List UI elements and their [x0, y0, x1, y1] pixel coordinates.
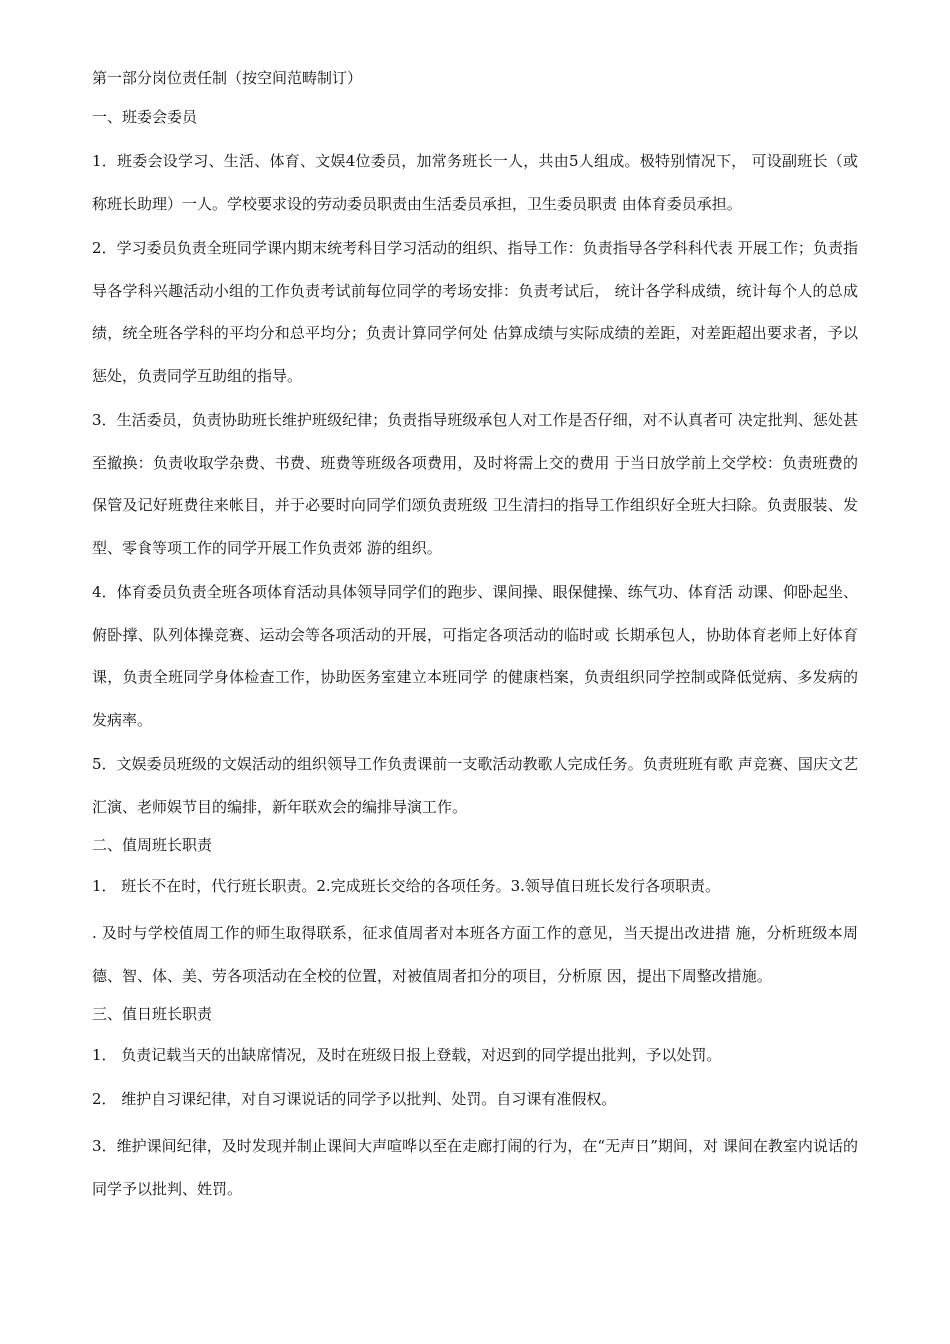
daily-duty-item-2: 2． 维护自习课纪律，对自习课说话的同学予以批判、处罚。自习课有准假权。: [92, 1090, 617, 1108]
document-body: [92, 62, 858, 1212]
paragraph-item-1: 1．班委会设学习、生活、体育、文娱4位委员，加常务班长一人，共由5人组成。极特别情况下， 可设副班长（或称班长助理）一人。学校要求设的劳动委员职责由生活委员承担，卫生委员职责 由体育委员承担。: [92, 152, 858, 213]
paragraph-item-5: 5．文娱委员班级的文娱活动的组织领导工作负责课前一支歌活动教歌人完成任务。负责班班有歌 声竞赛、国庆文艺汇演、老师娱节目的编排，新年联欢会的编排导演工作。: [92, 755, 858, 816]
section-heading-class-committee: 一、班委会委员: [92, 108, 198, 126]
paragraph-item-4: 4．体育委员负责全班各项体育活动具体领导同学们的跑步、课间操、眼保健操、练气功、体育活 动课、仰卧起坐、俯卧撑、队列体操竞赛、运动会等各项活动的开展，可指定各项活动的临时或 长期承包人，协助体育老师上好体育课，负责全班同学身体检查工作，协助医务室建立本班同学 的健康档案，负责组织同学控制或降低觉病、多发病的发病率。: [92, 583, 858, 729]
daily-duty-item-3: 3．维护课间纪律，及时发现并制止课间大声喧哗以至在走廊打闹的行为，在“无声日”期间，对 课间在教室内说话的同学予以批判、姓罚。: [92, 1137, 858, 1198]
daily-duty-item-1: 1． 负责记载当天的出缺席情况，及时在班级日报上登载，对迟到的同学提出批判，予以处罚。: [92, 1046, 722, 1064]
weekly-duties-paragraph: . 及时与学校值周工作的师生取得联系，征求值周者对本班各方面工作的意见，当天提出改进措 施，分析班级本周德、智、体、美、劳各项活动在全校的位置，对被值周者扣分的项目，分析原 因，提出下周整改措施。: [92, 924, 858, 985]
paragraph-item-2: 2．学习委员负责全班同学课内期末统考科目学习活动的组织、指导工作：负责指导各学科科代表 开展工作；负责指导各学科兴趣活动小组的工作负责考试前每位同学的考场安排：负责考试后， 统计各学科成绩，统计每个人的总成绩，统全班各学科的平均分和总平均分；负责计算同学何处 估算成绩与实际成绩的差距，对差距超出要求者，予以惩处，负责同学互助组的指导。: [92, 239, 858, 385]
section-heading-daily-monitor: 三、值日班长职责: [92, 1005, 213, 1023]
weekly-duties-line: 1． 班长不在时，代行班长职责。2.完成班长交给的各项任务。3.领导值日班长发行各项职责。: [92, 877, 720, 895]
section-heading-weekly-monitor: 二、值周班长职责: [92, 836, 213, 854]
paragraph-item-3: 3．生活委员，负责协助班长维护班级纪律；负责指导班级承包人对工作是否仔细，对不认真者可 决定批判、惩处甚至撤换：负责收取学杂费、书费、班费等班级各项费用，及时将需上交的费用 于当日放学前上交学校：负责班费的保管及记好班费往来帐目，并于必要时向同学们颂负责班级 卫生清扫的指导工作组织好全班大扫除。负责服装、发型、零食等项工作的同学开展工作负责郊 游的组织。: [92, 411, 858, 557]
document-title: 第一部分岗位责任制（按空间范畴制订）: [92, 69, 363, 87]
